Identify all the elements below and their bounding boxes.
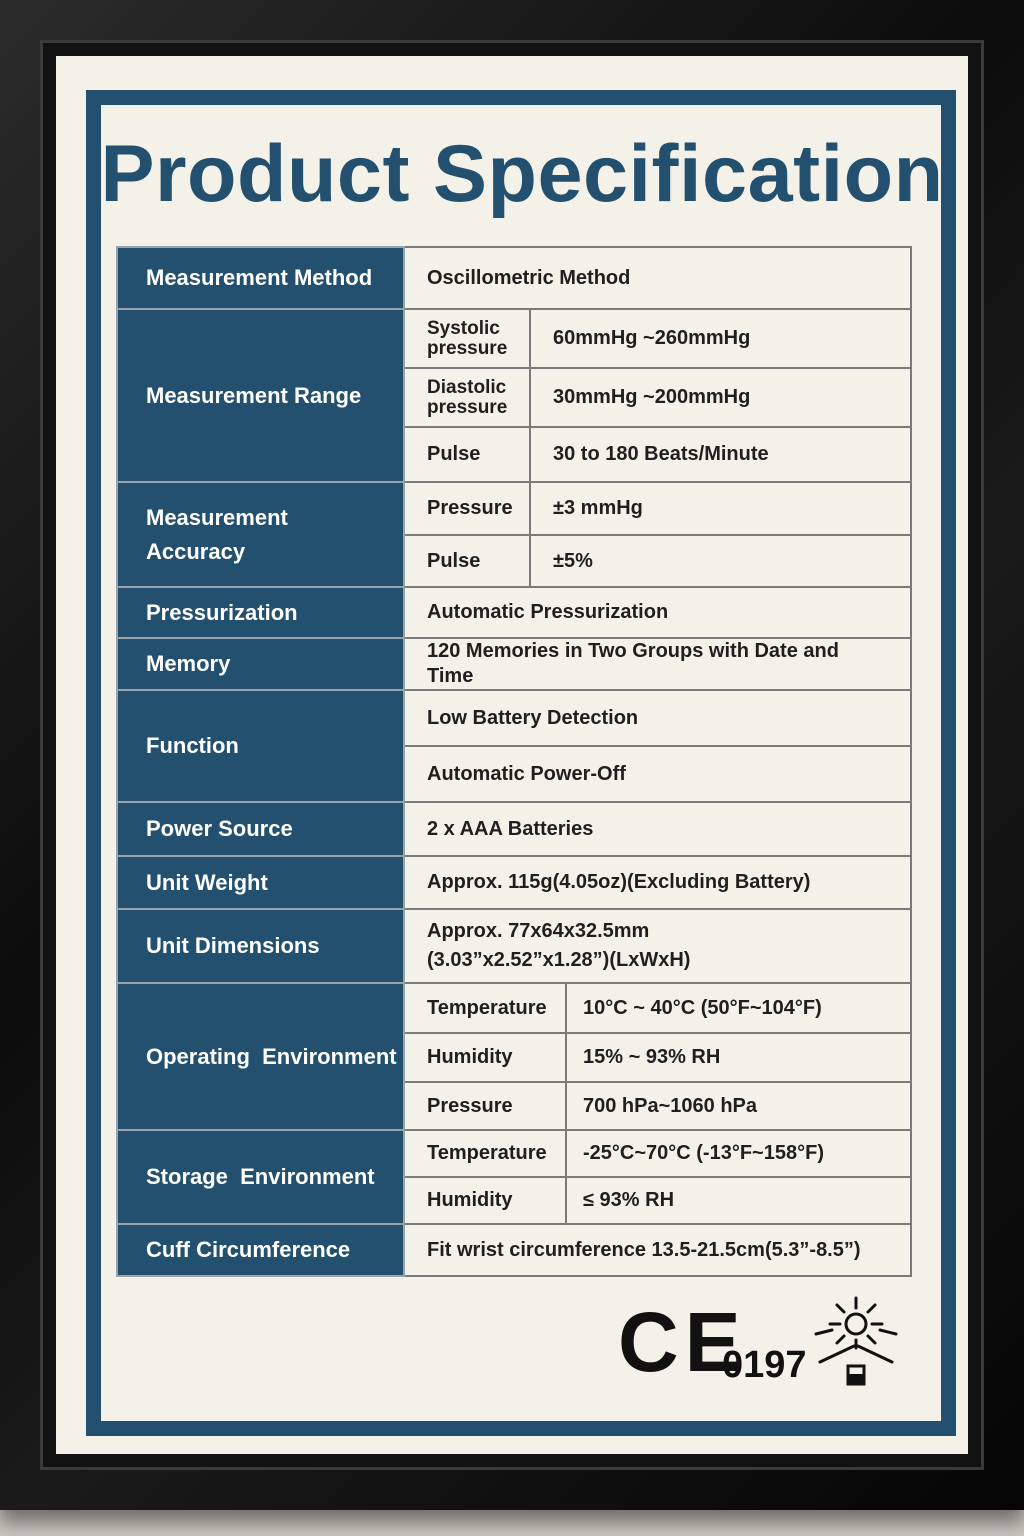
spec-table [116,246,912,1277]
notified-body-number: 0197 [722,1344,807,1386]
row-label: Power Source [117,802,404,856]
row-value: 120 Memories in Two Groups with Date and Time [404,638,911,690]
keep-away-from-sunlight-icon [810,1294,902,1390]
sub-label-line: pressure [427,396,508,418]
row-label [117,482,404,587]
row-label: Memory [117,638,404,690]
row-label: Function [117,690,404,802]
row-value: ±5% [530,535,911,587]
row-label: Unit Dimensions [117,909,404,983]
row-label: Cuff Circumference [117,1224,404,1276]
sub-label: Pulse [404,427,530,482]
row-label: Measurement Method [117,247,404,309]
row-value: 30mmHg ~200mmHg [530,368,911,427]
table-row [117,638,911,690]
table-row [117,856,911,909]
table-row [117,909,911,983]
table-row [117,247,911,309]
sub-label: Temperature [404,983,566,1033]
sub-label: Pressure [404,1082,566,1130]
row-value: Fit wrist circumference 13.5-21.5cm(5.3”-8.5”) [404,1224,911,1276]
table-row [117,802,911,856]
sub-label [404,368,530,427]
row-label: Storage Environment [117,1130,404,1224]
table-row [117,1224,911,1276]
row-value: 10°C ~ 40°C (50°F~104°F) [566,983,911,1033]
row-value: Automatic Power-Off [404,746,911,802]
sub-label-line: Systolic [427,317,500,339]
table-row [117,309,911,368]
row-value: ±3 mmHg [530,482,911,535]
row-label: Measurement Range [117,309,404,482]
table-row [117,690,911,746]
table-row [117,587,911,638]
row-label-line: Measurement [146,505,288,530]
table-row [117,1130,911,1177]
sub-label: Temperature [404,1130,566,1177]
sub-label-line: pressure [427,337,508,359]
row-value-line: (3.03”x2.52”x1.28”)(LxWxH) [427,949,691,971]
page-title: Product Specification [100,129,944,219]
sub-label: Humidity [404,1177,566,1224]
table-row [117,983,911,1033]
sub-label: Pulse [404,535,530,587]
row-value: Approx. 115g(4.05oz)(Excluding Battery) [404,856,911,909]
certification-marks [610,1294,910,1394]
row-value [404,909,911,983]
table-row [117,482,911,535]
sub-label: Humidity [404,1033,566,1082]
sub-label: Pressure [404,482,530,535]
row-value: Oscillometric Method [404,247,911,309]
row-value-line: Approx. 77x64x32.5mm [427,920,650,942]
row-value: Low Battery Detection [404,690,911,746]
row-value: 15% ~ 93% RH [566,1033,911,1082]
row-label: Unit Weight [117,856,404,909]
sub-label [404,309,530,368]
sub-label-line: Diastolic [427,376,507,398]
row-value: 60mmHg ~260mmHg [530,309,911,368]
row-value: 30 to 180 Beats/Minute [530,427,911,482]
row-value: Automatic Pressurization [404,587,911,638]
row-value: 700 hPa~1060 hPa [566,1082,911,1130]
ce-mark: CE [618,1295,747,1389]
row-value: -25°C~70°C (-13°F~158°F) [566,1130,911,1177]
row-label: Pressurization [117,587,404,638]
row-label-line: Accuracy [146,538,246,564]
row-value: ≤ 93% RH [566,1177,911,1224]
row-value: 2 x AAA Batteries [404,802,911,856]
row-label: Operating Environment [117,983,404,1130]
